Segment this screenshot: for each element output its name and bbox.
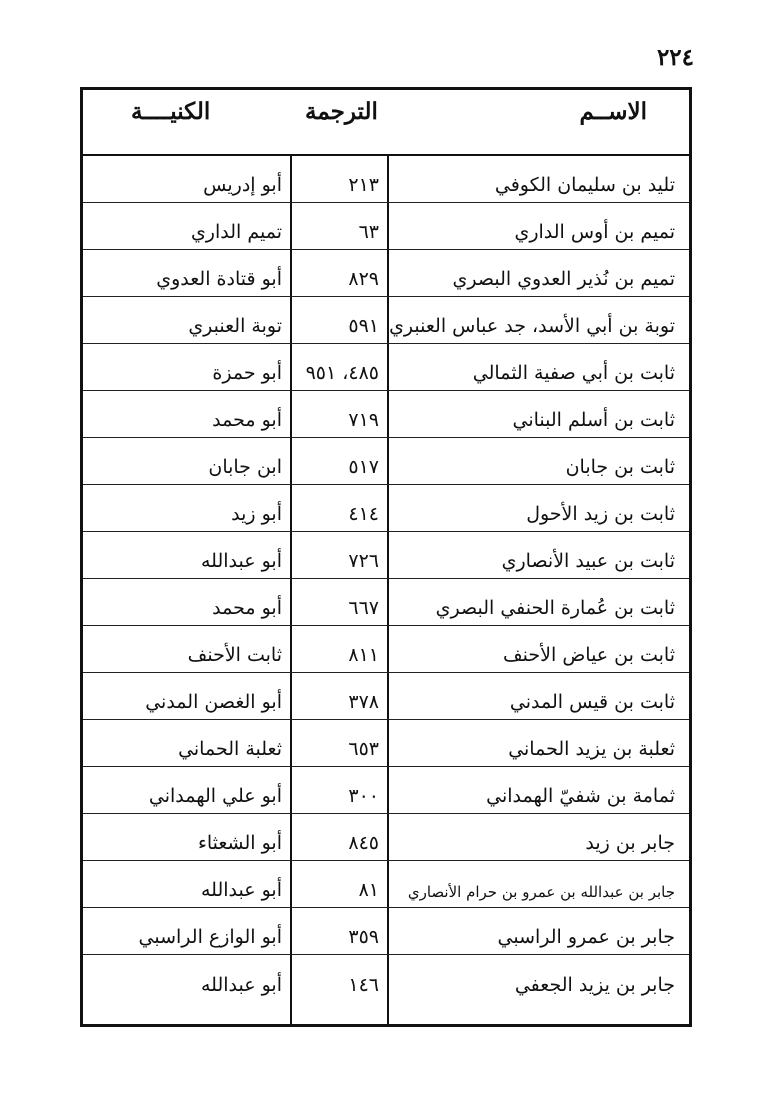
cell-name: ثابت بن جابان [565,456,675,478]
cell-name: ثابت بن أسلم البناني [512,409,675,431]
cell-translation: ٣٠٠ [348,785,379,807]
narrators-table [80,87,692,1027]
cell-kunya: ثعلبة الحماني [178,738,282,760]
cell-translation: ٨٤٥ [348,832,379,854]
cell-translation: ٨١ [358,879,379,901]
cell-name: جابر بن عبدالله بن عمرو بن حرام الأنصاري [407,883,675,901]
cell-translation: ٧١٩ [348,409,379,431]
table-row [83,626,689,673]
header-name: الاســم [579,98,647,125]
table-row [83,861,689,908]
cell-name: تميم بن نُذير العدوي البصري [452,268,675,290]
cell-kunya: تميم الداري [190,221,282,243]
table-row [83,767,689,814]
cell-translation: ٦٦٧ [348,597,379,619]
table-row [83,955,689,1002]
table-row [83,391,689,438]
header-translation: الترجمة [305,98,378,125]
cell-kunya: ثابت الأحنف [187,644,282,666]
table-row [83,250,689,297]
cell-translation: ٥١٧ [348,456,379,478]
cell-translation: ٣٧٨ [348,691,379,713]
table-row [83,908,689,955]
cell-name: ثابت بن عياض الأحنف [503,644,675,666]
cell-name: ثابت بن عُمارة الحنفي البصري [435,597,675,619]
table-row [83,438,689,485]
table-row [83,673,689,720]
table-body [83,156,689,1024]
cell-name: ثابت بن عبيد الأنصاري [501,550,675,572]
table-row [83,156,689,203]
cell-kunya: أبو علي الهمداني [148,785,282,807]
cell-translation: ٦٥٣ [348,738,379,760]
cell-translation: ٢١٣ [348,174,379,196]
header-kunya: الكنيــــة [131,98,211,125]
table-row [83,720,689,767]
table-row [83,297,689,344]
cell-translation: ٦٣ [358,221,379,243]
cell-translation: ٨١١ [348,644,379,666]
cell-translation: ٥٩١ [348,315,379,337]
table-row [83,203,689,250]
cell-name: جابر بن زيد [585,832,675,854]
cell-kunya: أبو قتادة العدوي [156,268,282,290]
cell-name: توبة بن أبي الأسد، جد عباس العنبري [389,315,675,337]
cell-translation: ٧٢٦ [348,550,379,572]
cell-kunya: أبو محمد [212,597,282,619]
cell-kunya: أبو محمد [212,409,282,431]
cell-kunya: أبو حمزة [212,362,282,384]
cell-name: ثابت بن قيس المدني [509,691,675,713]
cell-kunya: أبو الوازع الراسبي [138,926,282,948]
cell-kunya: أبو إدريس [203,174,282,196]
cell-name: ثمامة بن شفيّ الهمداني [486,785,675,807]
cell-name: ثابت بن أبي صفية الثمالي [472,362,675,384]
cell-kunya: ابن جابان [208,456,282,478]
cell-name: ثعلبة بن يزيد الحماني [508,738,675,760]
table-header [83,90,689,156]
table-row [83,814,689,861]
cell-translation: ٤٨٥، ٩٥١ [305,362,379,384]
cell-translation: ٤١٤ [348,503,379,525]
cell-name: تميم بن أوس الداري [514,221,675,243]
page-number: ٢٢٤ [656,44,694,71]
cell-kunya: أبو الغصن المدني [145,691,282,713]
cell-kunya: أبو زيد [231,503,282,525]
cell-kunya: أبو عبدالله [200,974,282,996]
cell-kunya: توبة العنبري [188,315,282,337]
cell-translation: ١٤٦ [348,974,379,996]
table-row [83,532,689,579]
cell-translation: ٨٢٩ [348,268,379,290]
cell-name: جابر بن يزيد الجعفي [514,974,675,996]
cell-translation: ٣٥٩ [348,926,379,948]
table-row [83,579,689,626]
cell-kunya: أبو الشعثاء [197,832,282,854]
cell-kunya: أبو عبدالله [200,550,282,572]
cell-kunya: أبو عبدالله [200,879,282,901]
table-row [83,344,689,391]
cell-name: جابر بن عمرو الراسبي [497,926,675,948]
cell-name: تليد بن سليمان الكوفي [494,174,675,196]
cell-name: ثابت بن زيد الأحول [526,503,675,525]
table-row [83,485,689,532]
